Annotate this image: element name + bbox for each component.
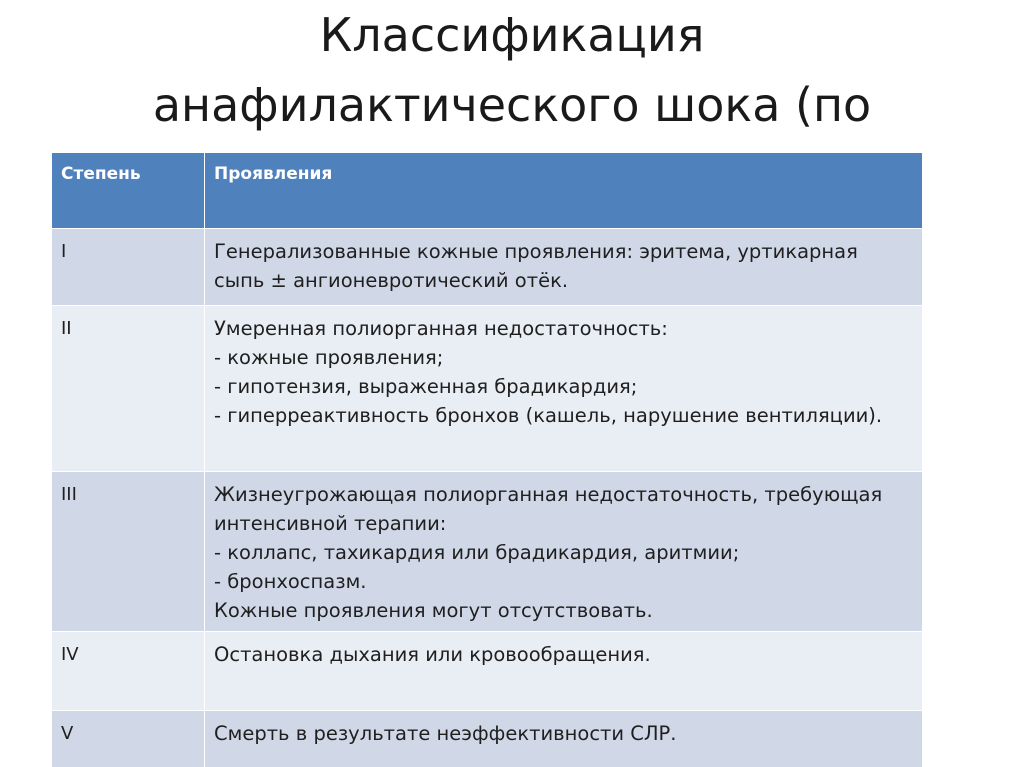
row-manifestations: Жизнеугрожающая полиорганная недостаточность, требующая интенсивной терапии: - коллапс, тахикардия или брадикардия, аритмии; - бронхоспазм. Кожные проявления могут отсутствовать. bbox=[205, 472, 923, 632]
row-manifestations: Умеренная полиорганная недостаточность: - кожные проявления; - гипотензия, выраженная брадикардия; - гиперреактивность бронхов (кашель, нарушение вентиляции). bbox=[205, 306, 923, 472]
slide-title-line-2: анафилактического шока (по bbox=[152, 78, 872, 132]
table-row bbox=[52, 229, 923, 306]
table-row bbox=[52, 306, 923, 472]
row-manifestations: Смерть в результате неэффективности СЛР. bbox=[205, 711, 923, 767]
table-header-row bbox=[52, 153, 923, 229]
classification-table bbox=[51, 152, 923, 767]
table-row bbox=[52, 472, 923, 632]
header-degree: Степень bbox=[52, 153, 205, 229]
slide-title-line-1: Классификация bbox=[319, 8, 705, 62]
row-manifestations: Остановка дыхания или кровообращения. bbox=[205, 632, 923, 711]
row-degree: IV bbox=[52, 632, 205, 711]
row-degree: III bbox=[52, 472, 205, 632]
table-row bbox=[52, 711, 923, 767]
row-degree: II bbox=[52, 306, 205, 472]
row-degree: I bbox=[52, 229, 205, 306]
classification-table-wrapper bbox=[51, 152, 922, 767]
header-manifestations: Проявления bbox=[205, 153, 923, 229]
row-degree: V bbox=[52, 711, 205, 767]
table-row bbox=[52, 632, 923, 711]
row-manifestations: Генерализованные кожные проявления: эритема, уртикарная сыпь ± ангионевротический отёк. bbox=[205, 229, 923, 306]
